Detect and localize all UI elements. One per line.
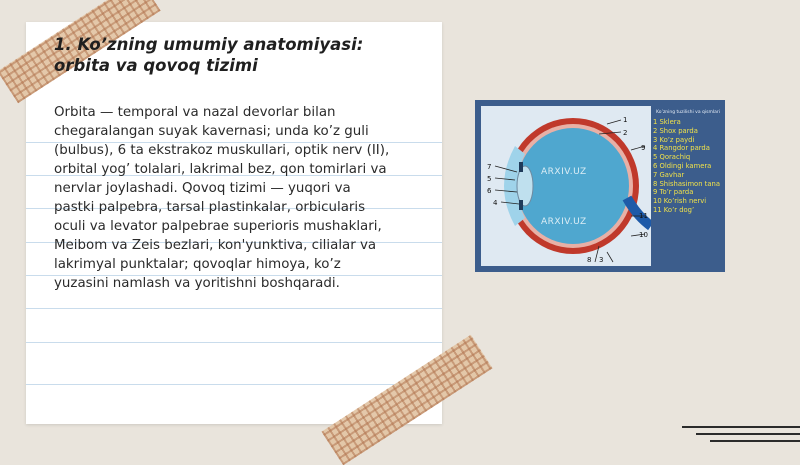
- callout-11: 11: [639, 212, 648, 220]
- legend-item: 2 Shox parda: [653, 126, 698, 135]
- eye-diagram: [481, 106, 651, 266]
- slide-heading: 1. Ko’zning umumiy anatomiyasi: orbita va qovoq tizimi: [54, 35, 364, 75]
- callout-4: 4: [493, 199, 498, 207]
- legend-item: 8 Shishasimon tana: [653, 179, 720, 188]
- deco-line: [710, 440, 800, 442]
- decorative-lines: [678, 424, 800, 444]
- eye-anatomy-figure: [475, 100, 725, 272]
- legend-item: 4 Rangdor parda: [653, 144, 710, 153]
- callout-9: 9: [641, 144, 646, 152]
- callout-8: 8: [587, 256, 592, 264]
- callout-5: 5: [487, 175, 492, 183]
- legend-item: 9 To’r parda: [653, 188, 694, 197]
- eye-cross-section: [481, 106, 651, 266]
- legend-item: 1 Sklera: [653, 118, 681, 126]
- deco-line: [682, 426, 800, 428]
- callout-6: 6: [487, 187, 492, 195]
- callout-3: 3: [599, 256, 604, 264]
- legend-item: 10 Ko’rish nervi: [653, 197, 707, 206]
- callout-10: 10: [639, 231, 648, 239]
- deco-line: [696, 433, 800, 435]
- slide-body-text: Orbita — temporal va nazal devorlar bilan chegaralangan suyak kavernasi; unda ko’z guli (bulbus), 6 ta ekstrakoz muskullari, optik nerv (II), orbital yog’ tolalari, lakrimal bez, qon tomirlari va nervlar joylashadi. Qovoq tizimi — yuqori va pastki palpebra, tarsal plastinkalar, orbicularis oculi va levator palpebrae superioris mushaklari, Meibom va Zeis bezlari, kon'yunktiva, cilialar va lakrimyal punktalar; qovoqlar himoya, ko’z yuzasini namlash va yoritishni boshqaradi.: [54, 105, 390, 291]
- ruled-line: [26, 308, 442, 309]
- figure-legend: [653, 110, 723, 215]
- ruled-line: [26, 342, 442, 343]
- watermark-top: ARXIV.UZ: [541, 167, 587, 177]
- legend-item: 6 Oldingi kamera: [653, 161, 712, 170]
- callout-1: 1: [623, 116, 628, 124]
- legend-title: Ko’zning tuzilishi va qismlari: [656, 110, 720, 115]
- watermark-bottom: ARXIV.UZ: [541, 217, 587, 227]
- legend-item: 11 Ko’r dog’: [653, 205, 695, 214]
- callout-2: 2: [623, 129, 628, 137]
- legend-item: 5 Qorachiq: [653, 153, 691, 162]
- legend-item: 7 Gavhar: [653, 170, 685, 179]
- ruled-line: [26, 384, 442, 385]
- legend-item: 3 Ko’z paydi: [653, 135, 695, 144]
- callout-7: 7: [487, 163, 492, 171]
